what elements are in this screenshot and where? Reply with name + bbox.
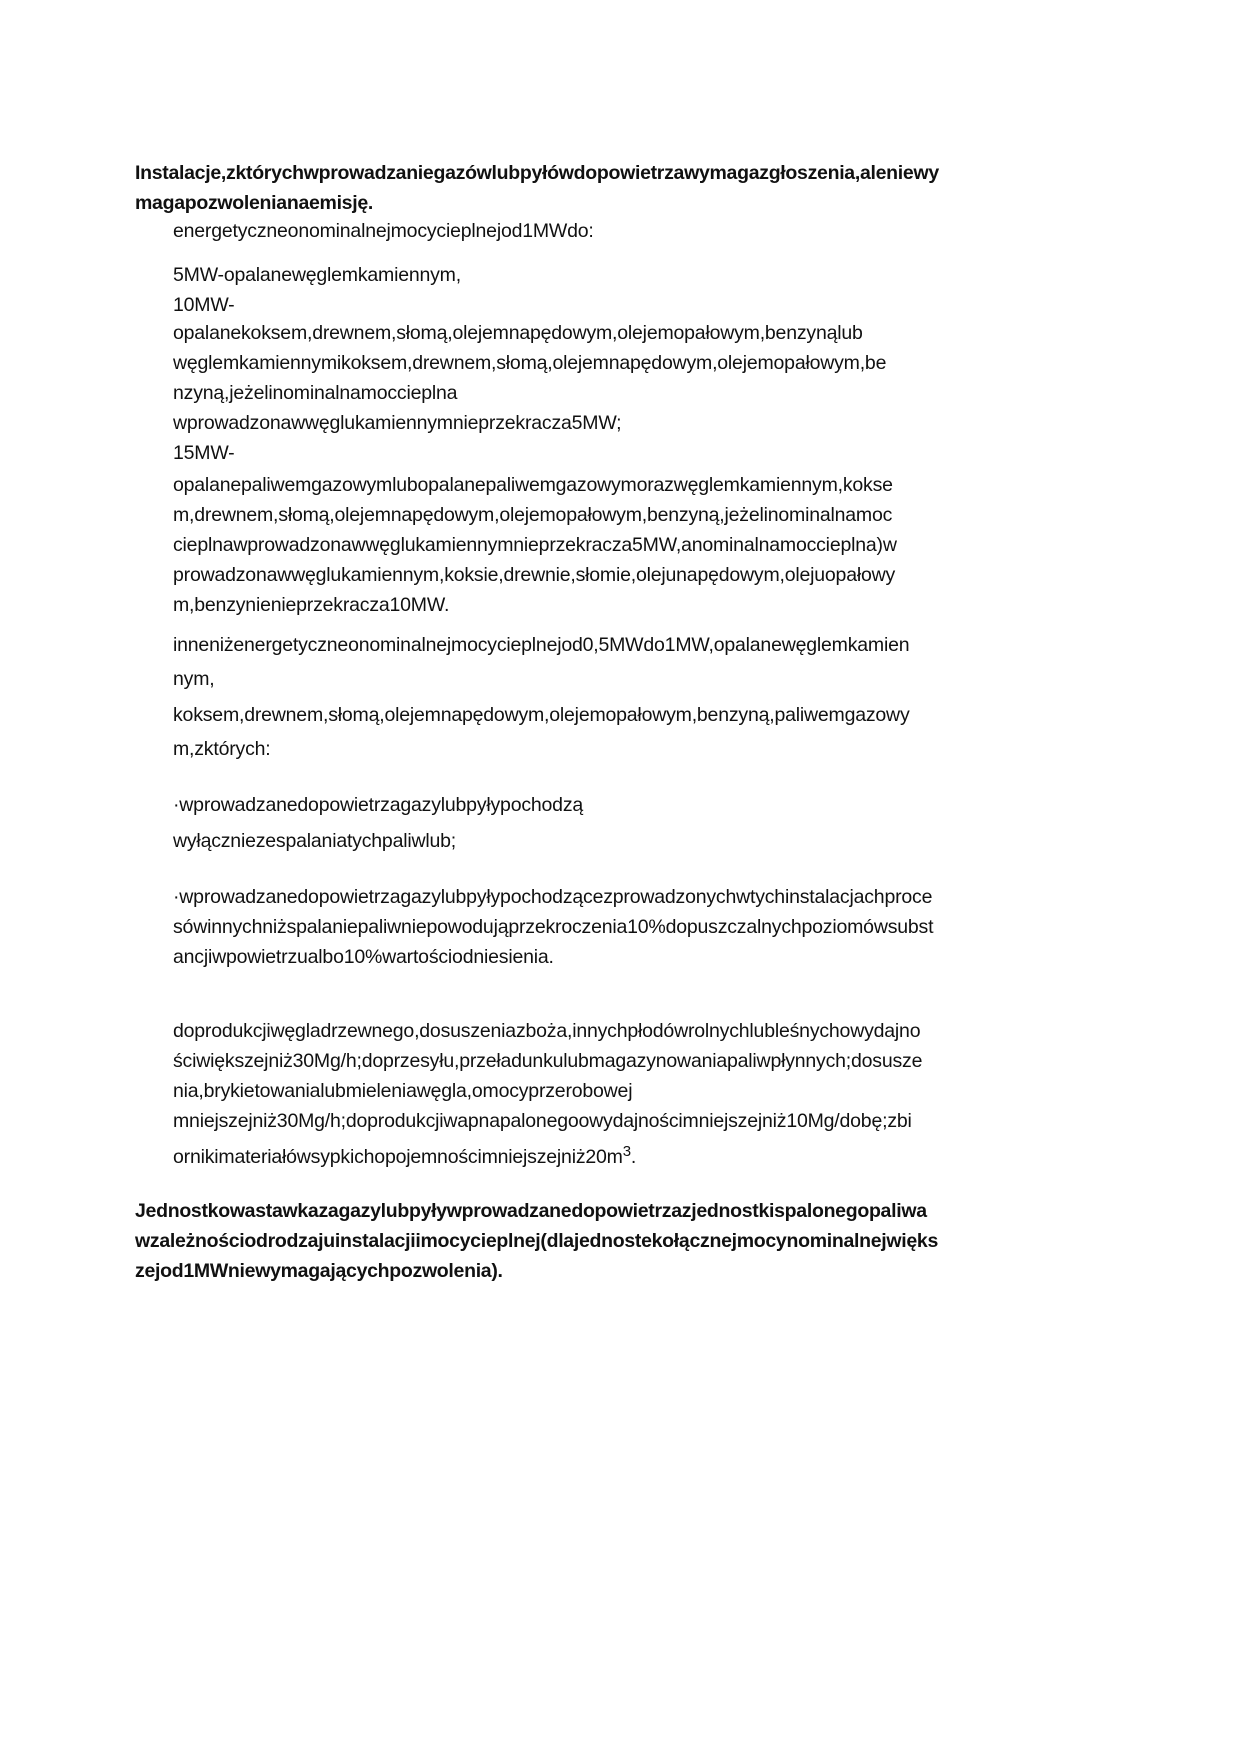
paragraph-line: mniejszejniż30Mg/h;doprodukcjiwapnapalonegoowydajnościmniejszejniż10Mg/dobę;zbi (173, 1110, 912, 1132)
heading-line: Jednostkowastawkazagazylubpyływprowadzanedopowietrzazjednostkispalonegopaliwa (135, 1200, 927, 1222)
bullet-item-line: ancjiwpowietrzualbo10%wartościodniesienia. (173, 946, 554, 968)
paragraph-line: energetyczneonominalnejmocycieplnejod1MWdo: (173, 220, 594, 242)
bullet-item-line: ·wprowadzanedopowietrzagazylubpyłypochodzącezprowadzonychwtychinstalacjachproce (173, 886, 933, 908)
paragraph-line: 5MW-opalanewęglemkamiennym, (173, 264, 461, 286)
paragraph-line: m,benzynienieprzekracza10MW. (173, 594, 450, 616)
bullet-item-line: wyłączniezespalaniatychpaliwlub; (173, 830, 457, 852)
heading-line: Instalacje,zktórychwprowadzaniegazówlubpyłówdopowietrzawymagazgłoszenia,aleniewy (135, 162, 939, 184)
bullet-item-line: ·wprowadzanedopowietrzagazylubpyłypochodzą (173, 794, 584, 816)
paragraph-line: nym, (173, 668, 215, 690)
paragraph-text: . (630, 1146, 637, 1168)
paragraph-line: cieplnawprowadzonawwęglukamiennymnieprzekracza5MW,anominalnamoccieplna)w (173, 534, 897, 556)
paragraph-line: nzyną,jeżelinominalnamoccieplna (173, 382, 458, 404)
paragraph-line: m,drewnem,słomą,olejemnapędowym,olejemopałowym,benzyną,jeżelinominalnamoc (173, 504, 893, 526)
superscript-exponent: 3 (622, 1143, 631, 1160)
paragraph-line: węglemkamiennymikoksem,drewnem,słomą,olejemnapędowym,olejemopałowym,be (173, 352, 887, 374)
paragraph-line (173, 1143, 637, 1168)
paragraph-line: opalanekoksem,drewnem,słomą,olejemnapędowym,olejemopałowym,benzynąlub (173, 322, 863, 344)
paragraph-line: nia,brykietowanialubmieleniawęgla,omocyprzerobowej (173, 1080, 633, 1102)
bullet-item-line: sówinnychniżspalaniepaliwniepowodująprzekroczenia10%dopuszczalnychpoziomówsubst (173, 916, 934, 938)
paragraph-line: prowadzonawwęglukamiennym,koksie,drewnie,słomie,olejunapędowym,olejuopałowy (173, 564, 896, 586)
heading-line: wzależnościodrodzajuinstalacjiimocycieplnej(dlajednostekołącznejmocynominalnejwięks (135, 1230, 939, 1252)
paragraph-line: wprowadzonawwęglukamiennymnieprzekracza5MW; (173, 412, 622, 434)
paragraph-line: 10MW- (173, 294, 235, 316)
paragraph-text: ornikimateriałówsypkichopojemnościmniejszejniż20m (173, 1146, 623, 1168)
paragraph-line: doprodukcjiwęgladrzewnego,dosuszeniazboża,innychpłodówrolnychlubleśnychowydajno (173, 1020, 921, 1042)
paragraph-line: koksem,drewnem,słomą,olejemnapędowym,olejemopałowym,benzyną,paliwemgazowy (173, 704, 910, 726)
paragraph-line: opalanepaliwemgazowymlubopalanepaliwemgazowymorazwęglemkamiennym,kokse (173, 474, 893, 496)
paragraph-line: inneniżenergetyczneonominalnejmocycieplnejod0,5MWdo1MW,opalanewęglemkamien (173, 634, 910, 656)
paragraph-line: 15MW- (173, 442, 235, 464)
heading-line: zejod1MWniewymagającychpozwolenia). (135, 1260, 503, 1282)
heading-line: magapozwolenianaemisję. (135, 192, 374, 214)
paragraph-line: ściwiększejniż30Mg/h;doprzesyłu,przeładunkulubmagazynowaniapaliwpłynnych;dosusze (173, 1050, 923, 1072)
paragraph-line: m,zktórych: (173, 738, 271, 760)
